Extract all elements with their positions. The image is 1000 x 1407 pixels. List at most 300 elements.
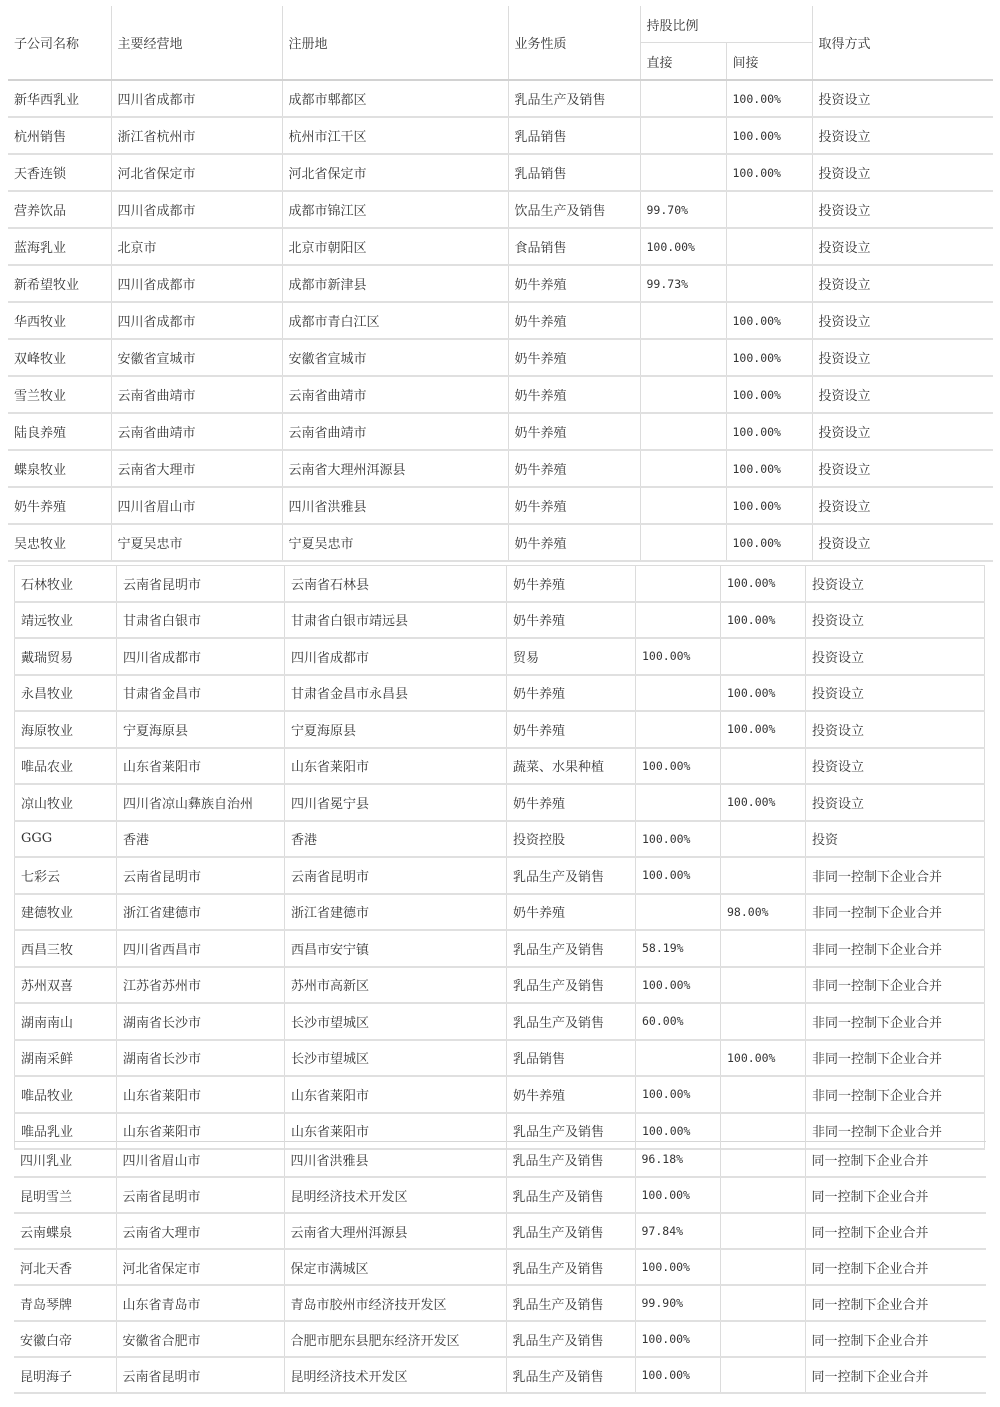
table-row — [15, 1076, 985, 1113]
indirect-holding-cell: 100.00% — [721, 1040, 806, 1077]
company-name-cell: 七彩云 — [15, 857, 117, 894]
indirect-holding-cell — [721, 821, 806, 858]
acquisition-method-cell: 投资设立 — [806, 638, 985, 675]
registered-place-cell: 保定市满城区 — [284, 1249, 506, 1285]
indirect-holding-cell — [726, 228, 812, 265]
registered-place-cell: 甘肃省白银市靖远县 — [285, 602, 507, 639]
acquisition-method-cell: 投资设立 — [812, 450, 993, 487]
header-registered-place: 注册地 — [282, 6, 508, 80]
main-location-cell: 江苏省苏州市 — [117, 967, 285, 1004]
table-row — [14, 1177, 986, 1213]
main-location-cell: 北京市 — [111, 228, 282, 265]
business-nature-cell: 奶牛养殖 — [508, 524, 640, 561]
main-location-cell: 四川省成都市 — [117, 638, 285, 675]
registered-place-cell: 甘肃省金昌市永昌县 — [285, 675, 507, 712]
direct-holding-cell: 100.00% — [635, 1357, 720, 1393]
business-nature-cell: 奶牛养殖 — [507, 675, 636, 712]
table-row — [15, 602, 985, 639]
acquisition-method-cell: 投资设立 — [812, 80, 993, 117]
business-nature-cell: 乳品生产及销售 — [506, 1321, 635, 1357]
company-name-cell: 戴瑞贸易 — [15, 638, 117, 675]
main-location-cell: 云南省曲靖市 — [111, 413, 282, 450]
table-row — [8, 302, 993, 339]
table-row — [15, 784, 985, 821]
acquisition-method-cell: 投资设立 — [806, 748, 985, 785]
indirect-holding-cell: 100.00% — [721, 784, 806, 821]
company-name-cell: 湖南采鲜 — [15, 1040, 117, 1077]
indirect-holding-cell — [720, 1177, 805, 1213]
business-nature-cell: 乳品生产及销售 — [507, 967, 636, 1004]
indirect-holding-cell: 98.00% — [721, 894, 806, 931]
acquisition-method-cell: 投资设立 — [812, 487, 993, 524]
main-location-cell: 云南省大理市 — [111, 450, 282, 487]
table-row — [14, 1249, 986, 1285]
table-row — [8, 191, 993, 228]
direct-holding-cell: 99.90% — [635, 1285, 720, 1321]
indirect-holding-cell: 100.00% — [726, 450, 812, 487]
indirect-holding-cell — [721, 638, 806, 675]
company-name-cell: 雪兰牧业 — [8, 376, 111, 413]
company-name-cell: 西昌三牧 — [15, 930, 117, 967]
company-name-cell: 华西牧业 — [8, 302, 111, 339]
direct-holding-cell: 100.00% — [635, 1177, 720, 1213]
table-row — [14, 1142, 986, 1178]
acquisition-method-cell: 非同一控制下企业合并 — [806, 1113, 985, 1150]
direct-holding-cell: 96.18% — [635, 1142, 720, 1178]
main-location-cell: 甘肃省金昌市 — [117, 675, 285, 712]
registered-place-cell: 安徽省宣城市 — [282, 339, 508, 376]
registered-place-cell: 成都市锦江区 — [282, 191, 508, 228]
direct-holding-cell: 100.00% — [636, 967, 721, 1004]
business-nature-cell: 乳品销售 — [508, 154, 640, 191]
company-name-cell: GGG — [15, 821, 117, 858]
company-name-cell: 昆明海子 — [14, 1357, 116, 1393]
main-location-cell: 山东省青岛市 — [116, 1285, 284, 1321]
header-company-name: 子公司名称 — [8, 6, 111, 80]
main-location-cell: 山东省莱阳市 — [117, 1113, 285, 1150]
acquisition-method-cell: 非同一控制下企业合并 — [806, 1076, 985, 1113]
company-name-cell: 湖南南山 — [15, 1003, 117, 1040]
indirect-holding-cell — [721, 1003, 806, 1040]
registered-place-cell: 浙江省建德市 — [285, 894, 507, 931]
registered-place-cell: 成都市青白江区 — [282, 302, 508, 339]
registered-place-cell: 云南省曲靖市 — [282, 413, 508, 450]
direct-holding-cell — [640, 339, 726, 376]
main-location-cell: 四川省成都市 — [111, 80, 282, 117]
registered-place-cell: 四川省冕宁县 — [285, 784, 507, 821]
business-nature-cell: 奶牛养殖 — [508, 302, 640, 339]
main-location-cell: 浙江省建德市 — [117, 894, 285, 931]
business-nature-cell: 贸易 — [507, 638, 636, 675]
direct-holding-cell: 99.73% — [640, 265, 726, 302]
acquisition-method-cell: 同一控制下企业合并 — [805, 1285, 986, 1321]
main-location-cell: 云南省昆明市 — [116, 1177, 284, 1213]
business-nature-cell: 乳品生产及销售 — [506, 1177, 635, 1213]
table-row — [15, 894, 985, 931]
direct-holding-cell — [640, 524, 726, 561]
business-nature-cell: 乳品生产及销售 — [507, 930, 636, 967]
main-location-cell: 安徽省合肥市 — [116, 1321, 284, 1357]
acquisition-method-cell: 投资设立 — [806, 675, 985, 712]
business-nature-cell: 乳品生产及销售 — [507, 1113, 636, 1150]
registered-place-cell: 昆明经济技术开发区 — [284, 1177, 506, 1213]
company-name-cell: 营养饮品 — [8, 191, 111, 228]
main-location-cell: 河北省保定市 — [116, 1249, 284, 1285]
registered-place-cell: 长沙市望城区 — [285, 1040, 507, 1077]
table-row — [8, 80, 993, 117]
acquisition-method-cell: 非同一控制下企业合并 — [806, 930, 985, 967]
indirect-holding-cell: 100.00% — [726, 80, 812, 117]
indirect-holding-cell: 100.00% — [726, 487, 812, 524]
main-location-cell: 河北省保定市 — [111, 154, 282, 191]
company-name-cell: 建德牧业 — [15, 894, 117, 931]
indirect-holding-cell — [721, 748, 806, 785]
indirect-holding-cell: 100.00% — [726, 302, 812, 339]
acquisition-method-cell: 非同一控制下企业合并 — [806, 857, 985, 894]
acquisition-method-cell: 投资设立 — [812, 376, 993, 413]
direct-holding-cell — [636, 784, 721, 821]
table-row — [8, 265, 993, 302]
main-location-cell: 香港 — [117, 821, 285, 858]
direct-holding-cell: 100.00% — [636, 638, 721, 675]
registered-place-cell: 四川省成都市 — [285, 638, 507, 675]
business-nature-cell: 奶牛养殖 — [508, 487, 640, 524]
indirect-holding-cell: 100.00% — [726, 413, 812, 450]
main-location-cell: 宁夏吴忠市 — [111, 524, 282, 561]
main-location-cell: 四川省成都市 — [111, 191, 282, 228]
registered-place-cell: 宁夏吴忠市 — [282, 524, 508, 561]
company-name-cell: 新华西乳业 — [8, 80, 111, 117]
indirect-holding-cell — [720, 1213, 805, 1249]
indirect-holding-cell: 100.00% — [726, 524, 812, 561]
table-row — [15, 857, 985, 894]
registered-place-cell: 四川省洪雅县 — [282, 487, 508, 524]
business-nature-cell: 乳品生产及销售 — [506, 1249, 635, 1285]
direct-holding-cell: 100.00% — [636, 857, 721, 894]
company-name-cell: 杭州销售 — [8, 117, 111, 154]
registered-place-cell: 北京市朝阳区 — [282, 228, 508, 265]
direct-holding-cell — [636, 711, 721, 748]
company-name-cell: 靖远牧业 — [15, 602, 117, 639]
main-location-cell: 云南省大理市 — [116, 1213, 284, 1249]
direct-holding-cell — [636, 675, 721, 712]
registered-place-cell: 香港 — [285, 821, 507, 858]
acquisition-method-cell: 非同一控制下企业合并 — [806, 894, 985, 931]
table-row — [8, 339, 993, 376]
main-location-cell: 湖南省长沙市 — [117, 1003, 285, 1040]
company-name-cell: 蝶泉牧业 — [8, 450, 111, 487]
table-row — [14, 1321, 986, 1357]
main-location-cell: 云南省昆明市 — [116, 1357, 284, 1393]
direct-holding-cell: 100.00% — [636, 748, 721, 785]
business-nature-cell: 奶牛养殖 — [507, 1076, 636, 1113]
company-name-cell: 唯品农业 — [15, 748, 117, 785]
company-name-cell: 唯品乳业 — [15, 1113, 117, 1150]
header-indirect: 间接 — [726, 43, 812, 81]
business-nature-cell: 乳品生产及销售 — [506, 1142, 635, 1178]
company-name-cell: 新希望牧业 — [8, 265, 111, 302]
indirect-holding-cell — [720, 1285, 805, 1321]
registered-place-cell: 长沙市望城区 — [285, 1003, 507, 1040]
main-location-cell: 四川省凉山彝族自治州 — [117, 784, 285, 821]
main-location-cell: 浙江省杭州市 — [111, 117, 282, 154]
business-nature-cell: 乳品销售 — [508, 117, 640, 154]
business-nature-cell: 乳品生产及销售 — [506, 1357, 635, 1393]
company-name-cell: 安徽白帝 — [14, 1321, 116, 1357]
registered-place-cell: 苏州市高新区 — [285, 967, 507, 1004]
header-row — [8, 6, 993, 43]
indirect-holding-cell: 100.00% — [721, 602, 806, 639]
registered-place-cell: 云南省大理州洱源县 — [284, 1213, 506, 1249]
company-name-cell: 石林牧业 — [15, 566, 117, 602]
subsidiary-table-block-1 — [8, 6, 993, 562]
company-name-cell: 永昌牧业 — [15, 675, 117, 712]
table-row — [15, 1040, 985, 1077]
company-name-cell: 吴忠牧业 — [8, 524, 111, 561]
business-nature-cell: 奶牛养殖 — [508, 413, 640, 450]
registered-place-cell: 成都市郫都区 — [282, 80, 508, 117]
main-location-cell: 甘肃省白银市 — [117, 602, 285, 639]
business-nature-cell: 奶牛养殖 — [507, 784, 636, 821]
business-nature-cell: 乳品生产及销售 — [506, 1213, 635, 1249]
main-location-cell: 安徽省宣城市 — [111, 339, 282, 376]
table-row — [14, 1285, 986, 1321]
acquisition-method-cell: 投资设立 — [812, 339, 993, 376]
company-name-cell: 云南蝶泉 — [14, 1213, 116, 1249]
acquisition-method-cell: 投资设立 — [806, 602, 985, 639]
table-row — [15, 638, 985, 675]
registered-place-cell: 山东省莱阳市 — [285, 1113, 507, 1150]
business-nature-cell: 乳品销售 — [507, 1040, 636, 1077]
acquisition-method-cell: 非同一控制下企业合并 — [806, 1003, 985, 1040]
table-row — [8, 376, 993, 413]
business-nature-cell: 饮品生产及销售 — [508, 191, 640, 228]
direct-holding-cell — [640, 376, 726, 413]
acquisition-method-cell: 同一控制下企业合并 — [805, 1213, 986, 1249]
company-name-cell: 青岛琴牌 — [14, 1285, 116, 1321]
company-name-cell: 蓝海乳业 — [8, 228, 111, 265]
company-name-cell: 双峰牧业 — [8, 339, 111, 376]
table-row — [15, 821, 985, 858]
registered-place-cell: 山东省莱阳市 — [285, 748, 507, 785]
direct-holding-cell: 100.00% — [635, 1249, 720, 1285]
acquisition-method-cell: 投资 — [806, 821, 985, 858]
main-location-cell: 云南省昆明市 — [117, 566, 285, 602]
table-row — [8, 524, 993, 561]
company-name-cell: 唯品牧业 — [15, 1076, 117, 1113]
indirect-holding-cell — [720, 1142, 805, 1178]
registered-place-cell: 青岛市胶州市经济技开发区 — [284, 1285, 506, 1321]
registered-place-cell: 昆明经济技术开发区 — [284, 1357, 506, 1393]
main-location-cell: 湖南省长沙市 — [117, 1040, 285, 1077]
business-nature-cell: 蔬菜、水果种植 — [507, 748, 636, 785]
company-name-cell: 奶牛养殖 — [8, 487, 111, 524]
company-name-cell: 四川乳业 — [14, 1142, 116, 1178]
direct-holding-cell: 99.70% — [640, 191, 726, 228]
header-main-location: 主要经营地 — [111, 6, 282, 80]
business-nature-cell: 奶牛养殖 — [507, 566, 636, 602]
table-row — [15, 675, 985, 712]
indirect-holding-cell: 100.00% — [726, 376, 812, 413]
main-location-cell: 四川省眉山市 — [111, 487, 282, 524]
table-row — [15, 930, 985, 967]
business-nature-cell: 乳品生产及销售 — [507, 857, 636, 894]
indirect-holding-cell — [726, 191, 812, 228]
indirect-holding-cell — [720, 1321, 805, 1357]
company-name-cell: 天香连锁 — [8, 154, 111, 191]
indirect-holding-cell — [721, 967, 806, 1004]
registered-place-cell: 宁夏海原县 — [285, 711, 507, 748]
registered-place-cell: 山东省莱阳市 — [285, 1076, 507, 1113]
acquisition-method-cell: 同一控制下企业合并 — [805, 1321, 986, 1357]
acquisition-method-cell: 投资设立 — [812, 524, 993, 561]
table-row — [14, 1213, 986, 1249]
table-row — [15, 748, 985, 785]
table-row — [8, 413, 993, 450]
table-row — [8, 450, 993, 487]
indirect-holding-cell: 100.00% — [721, 675, 806, 712]
indirect-holding-cell: 100.00% — [726, 339, 812, 376]
company-name-cell: 海原牧业 — [15, 711, 117, 748]
direct-holding-cell — [636, 894, 721, 931]
direct-holding-cell — [636, 602, 721, 639]
indirect-holding-cell — [726, 265, 812, 302]
main-location-cell: 云南省曲靖市 — [111, 376, 282, 413]
table-row — [15, 566, 985, 602]
acquisition-method-cell: 投资设立 — [812, 265, 993, 302]
indirect-holding-cell: 100.00% — [726, 154, 812, 191]
acquisition-method-cell: 投资设立 — [812, 191, 993, 228]
business-nature-cell: 奶牛养殖 — [507, 894, 636, 931]
registered-place-cell: 西昌市安宁镇 — [285, 930, 507, 967]
business-nature-cell: 乳品生产及销售 — [506, 1285, 635, 1321]
acquisition-method-cell: 非同一控制下企业合并 — [806, 1040, 985, 1077]
direct-holding-cell — [640, 487, 726, 524]
direct-holding-cell — [636, 1040, 721, 1077]
main-location-cell: 宁夏海原县 — [117, 711, 285, 748]
acquisition-method-cell: 投资设立 — [812, 154, 993, 191]
header-direct: 直接 — [640, 43, 726, 81]
indirect-holding-cell: 100.00% — [721, 711, 806, 748]
indirect-holding-cell — [721, 1076, 806, 1113]
company-name-cell: 昆明雪兰 — [14, 1177, 116, 1213]
direct-holding-cell — [640, 80, 726, 117]
business-nature-cell: 投资控股 — [507, 821, 636, 858]
direct-holding-cell: 97.84% — [635, 1213, 720, 1249]
main-location-cell: 山东省莱阳市 — [117, 748, 285, 785]
registered-place-cell: 云南省昆明市 — [285, 857, 507, 894]
table-row — [8, 487, 993, 524]
direct-holding-cell — [640, 117, 726, 154]
acquisition-method-cell: 投资设立 — [806, 784, 985, 821]
table-row — [14, 1357, 986, 1393]
business-nature-cell: 食品销售 — [508, 228, 640, 265]
main-location-cell: 山东省莱阳市 — [117, 1076, 285, 1113]
registered-place-cell: 河北省保定市 — [282, 154, 508, 191]
main-location-cell: 四川省成都市 — [111, 302, 282, 339]
direct-holding-cell: 100.00% — [640, 228, 726, 265]
company-name-cell: 凉山牧业 — [15, 784, 117, 821]
direct-holding-cell — [636, 566, 721, 602]
indirect-holding-cell — [721, 857, 806, 894]
subsidiary-table-block-3 — [14, 1141, 986, 1394]
header-acquisition-method: 取得方式 — [812, 6, 993, 80]
acquisition-method-cell: 投资设立 — [812, 302, 993, 339]
direct-holding-cell: 100.00% — [636, 1113, 721, 1150]
direct-holding-cell: 100.00% — [636, 1076, 721, 1113]
direct-holding-cell: 100.00% — [636, 821, 721, 858]
table-row — [15, 711, 985, 748]
registered-place-cell: 四川省洪雅县 — [284, 1142, 506, 1178]
indirect-holding-cell: 100.00% — [721, 566, 806, 602]
acquisition-method-cell: 投资设立 — [806, 566, 985, 602]
business-nature-cell: 奶牛养殖 — [507, 711, 636, 748]
registered-place-cell: 云南省石林县 — [285, 566, 507, 602]
business-nature-cell: 奶牛养殖 — [508, 450, 640, 487]
indirect-holding-cell — [720, 1249, 805, 1285]
header-business-nature: 业务性质 — [508, 6, 640, 80]
registered-place-cell: 合肥市肥东县肥东经济开发区 — [284, 1321, 506, 1357]
registered-place-cell: 云南省曲靖市 — [282, 376, 508, 413]
company-name-cell: 苏州双喜 — [15, 967, 117, 1004]
acquisition-method-cell: 投资设立 — [812, 413, 993, 450]
main-location-cell: 四川省西昌市 — [117, 930, 285, 967]
direct-holding-cell — [640, 154, 726, 191]
business-nature-cell: 乳品生产及销售 — [507, 1003, 636, 1040]
direct-holding-cell — [640, 413, 726, 450]
direct-holding-cell — [640, 450, 726, 487]
subsidiary-table-block-2 — [14, 565, 985, 1150]
business-nature-cell: 奶牛养殖 — [507, 602, 636, 639]
table-row — [15, 967, 985, 1004]
direct-holding-cell: 58.19% — [636, 930, 721, 967]
direct-holding-cell: 60.00% — [636, 1003, 721, 1040]
main-location-cell: 四川省眉山市 — [116, 1142, 284, 1178]
acquisition-method-cell: 投资设立 — [806, 711, 985, 748]
business-nature-cell: 奶牛养殖 — [508, 376, 640, 413]
acquisition-method-cell: 投资设立 — [812, 117, 993, 154]
business-nature-cell: 乳品生产及销售 — [508, 80, 640, 117]
acquisition-method-cell: 同一控制下企业合并 — [805, 1142, 986, 1178]
table-body-block-3 — [14, 1142, 986, 1394]
table-row — [8, 154, 993, 191]
acquisition-method-cell: 非同一控制下企业合并 — [806, 967, 985, 1004]
acquisition-method-cell: 同一控制下企业合并 — [805, 1249, 986, 1285]
indirect-holding-cell — [721, 930, 806, 967]
indirect-holding-cell: 100.00% — [726, 117, 812, 154]
company-name-cell: 河北天香 — [14, 1249, 116, 1285]
table-row — [15, 1003, 985, 1040]
table-body-block-2 — [15, 566, 985, 1150]
registered-place-cell: 成都市新津县 — [282, 265, 508, 302]
company-name-cell: 陆良养殖 — [8, 413, 111, 450]
header-holding-ratio: 持股比例 — [640, 6, 812, 43]
main-location-cell: 四川省成都市 — [111, 265, 282, 302]
business-nature-cell: 奶牛养殖 — [508, 339, 640, 376]
registered-place-cell: 云南省大理州洱源县 — [282, 450, 508, 487]
table-row — [8, 117, 993, 154]
acquisition-method-cell: 同一控制下企业合并 — [805, 1177, 986, 1213]
business-nature-cell: 奶牛养殖 — [508, 265, 640, 302]
registered-place-cell: 杭州市江干区 — [282, 117, 508, 154]
table-body-block-1 — [8, 80, 993, 561]
table-row — [8, 228, 993, 265]
direct-holding-cell: 100.00% — [635, 1321, 720, 1357]
acquisition-method-cell: 投资设立 — [812, 228, 993, 265]
acquisition-method-cell: 同一控制下企业合并 — [805, 1357, 986, 1393]
indirect-holding-cell — [720, 1357, 805, 1393]
main-location-cell: 云南省昆明市 — [117, 857, 285, 894]
